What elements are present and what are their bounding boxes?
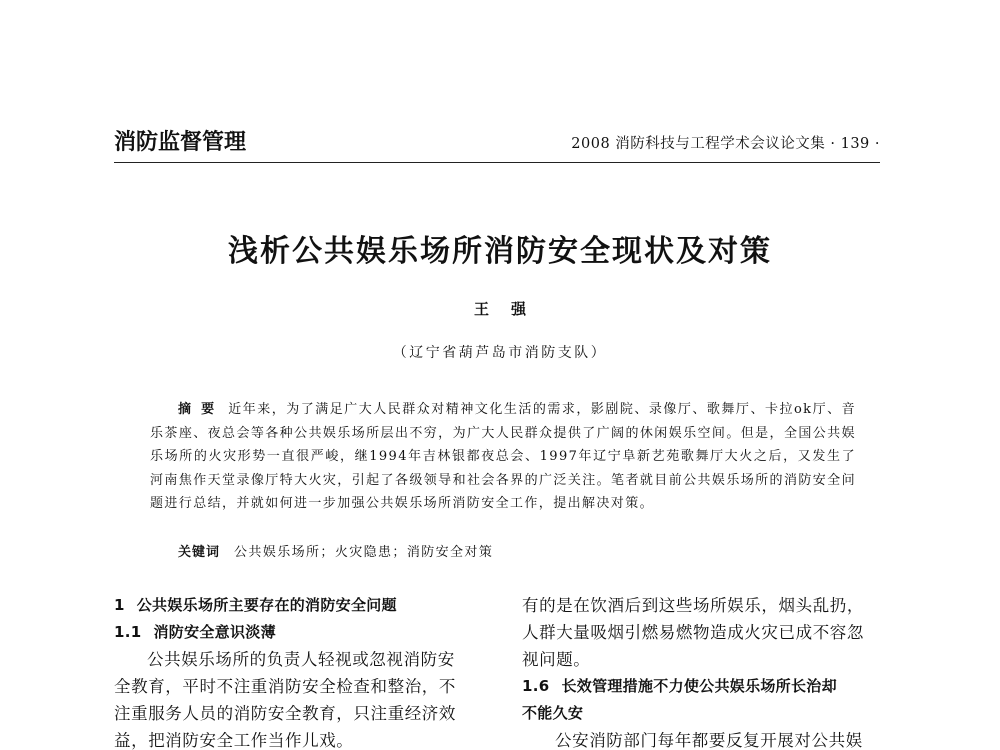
left-column [114, 592, 488, 750]
paragraph-line: 益，把消防安全工作当作儿戏。 [114, 731, 354, 750]
abstract-text: 近年来，为了满足广大人民群众对精神文化生活的需求，影剧院、录像厅、歌舞厅、卡拉ok厅、音乐茶座、夜总会等各种公共娱乐场所层出不穷，为广大人民群众提供了广阔的休闲娱乐空间。但是，全国公共娱乐场所的火灾形势一直很严峻，继1994年吉林银都夜总会、1997年辽宁阜新艺苑歌舞厅大火之后，又发生了河南焦作天堂录像厅特大火灾，引起了各级领导和社会各界的广泛关注。笔者就目前公共娱乐场所的消防安全问题进行总结，并就如何进一步加强公共娱乐场所消防安全工作，提出解决对策。 [150, 402, 856, 511]
running-header [114, 128, 880, 168]
section-1-1-heading [114, 619, 488, 646]
section-1-number: 1 [114, 596, 125, 614]
article-title: 浅析公共娱乐场所消防安全现状及对策 [228, 234, 772, 269]
paragraph-line: 有的是在饮酒后到这些场所娱乐，烟头乱扔， [522, 596, 864, 615]
right-column [522, 592, 894, 750]
paragraph-line: 公安消防部门每年都要反复开展对公共娱 [555, 731, 863, 750]
paragraph [114, 646, 488, 750]
paragraph [522, 727, 894, 750]
section-1-1-title: 消防安全意识淡薄 [153, 623, 276, 641]
paragraph-line: 公共娱乐场所的负责人轻视或忽视消防安 [147, 650, 455, 669]
paragraph-line: 全教育，平时不注重消防安全检查和整治，不 [114, 677, 456, 696]
paragraph-continued [522, 592, 894, 673]
keywords [150, 542, 856, 564]
paragraph-line: 人群大量吸烟引燃易燃物造成火灾已成不容忽 [522, 623, 864, 642]
paragraph-line: 注重服务人员的消防安全教育，只注重经济效 [114, 704, 456, 723]
keywords-text: 公共娱乐场所；火灾隐患；消防安全对策 [234, 545, 494, 560]
keywords-label: 关键词 [178, 545, 221, 560]
section-1-1-number: 1.1 [114, 623, 142, 641]
section-1-6-heading [522, 673, 894, 727]
section-1-6-title-line: 不能久安 [522, 704, 584, 722]
section-1-heading [114, 592, 488, 619]
section-name: 消防监督管理 [114, 130, 247, 155]
header-rule [114, 162, 880, 163]
paragraph-line: 视问题。 [522, 650, 591, 669]
section-1-title: 公共娱乐场所主要存在的消防安全问题 [136, 596, 397, 614]
journal-info: 2008 消防科技与工程学术会议论文集 · 139 · [571, 136, 880, 152]
abstract [150, 398, 856, 516]
author-affiliation: （辽宁省葫芦岛市消防支队） [392, 345, 608, 361]
author-name: 王强 [473, 300, 548, 318]
section-1-6-number: 1.6 [522, 677, 550, 695]
abstract-label: 摘要 [178, 402, 225, 417]
section-1-6-title-line: 长效管理措施不力使公共娱乐场所长治却 [561, 677, 837, 695]
